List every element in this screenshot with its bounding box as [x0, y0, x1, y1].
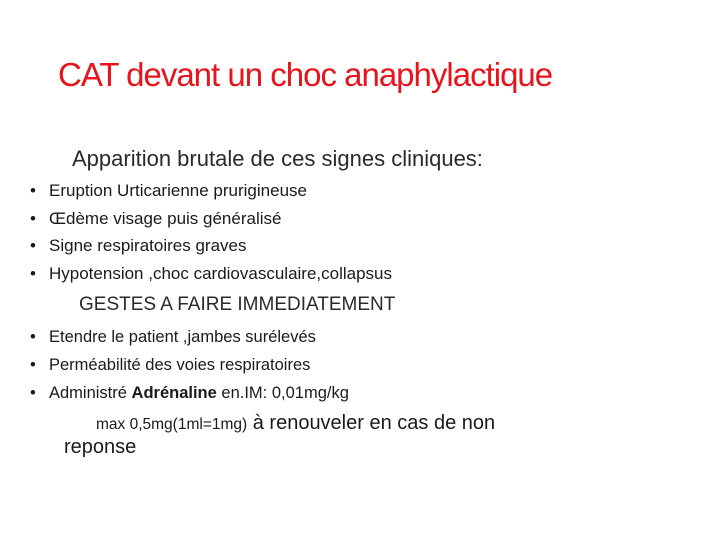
sign-text: Signe respiratoires graves: [49, 236, 247, 255]
action-text: Etendre le patient ,jambes surélevés: [49, 328, 316, 346]
bullet-icon: •: [30, 384, 36, 402]
dose-repeat: à renouveler en cas de non: [247, 412, 496, 434]
bullet-icon: •: [30, 181, 36, 200]
list-item: [30, 354, 349, 382]
dose-line: [96, 412, 495, 435]
dose-continuation: reponse: [64, 436, 137, 458]
signs-subheading: Apparition brutale de ces signes cliniques:: [72, 146, 483, 171]
actions-heading: GESTES A FAIRE IMMEDIATEMENT: [79, 294, 396, 315]
actions-list: [30, 326, 349, 410]
bullet-icon: •: [30, 208, 36, 228]
drug-name: Adrénaline: [131, 384, 217, 402]
action-text: Perméabilité des voies respiratoires: [49, 356, 311, 374]
sign-text: Œdème visage puis généralisé: [49, 208, 282, 228]
list-item: [30, 180, 392, 208]
list-item: [30, 235, 392, 263]
dose-max: max 0,5mg(1ml=1mg): [96, 416, 248, 433]
sign-text: Hypotension ,choc cardiovasculaire,collapsus: [49, 263, 393, 283]
action-prefix: Administré: [49, 384, 132, 402]
bullet-icon: •: [30, 356, 36, 374]
bullet-icon: •: [30, 328, 36, 346]
slide-title: CAT devant un choc anaphylactique: [58, 56, 553, 93]
bullet-icon: •: [30, 236, 36, 255]
action-suffix: en.IM: 0,01mg/kg: [216, 384, 349, 402]
list-item: [30, 382, 349, 410]
list-item: [30, 208, 392, 236]
signs-list: [30, 180, 392, 290]
sign-text: Eruption Urticarienne prurigineuse: [49, 181, 307, 200]
list-item: [30, 326, 349, 354]
bullet-icon: •: [30, 263, 36, 283]
list-item: [30, 263, 392, 291]
